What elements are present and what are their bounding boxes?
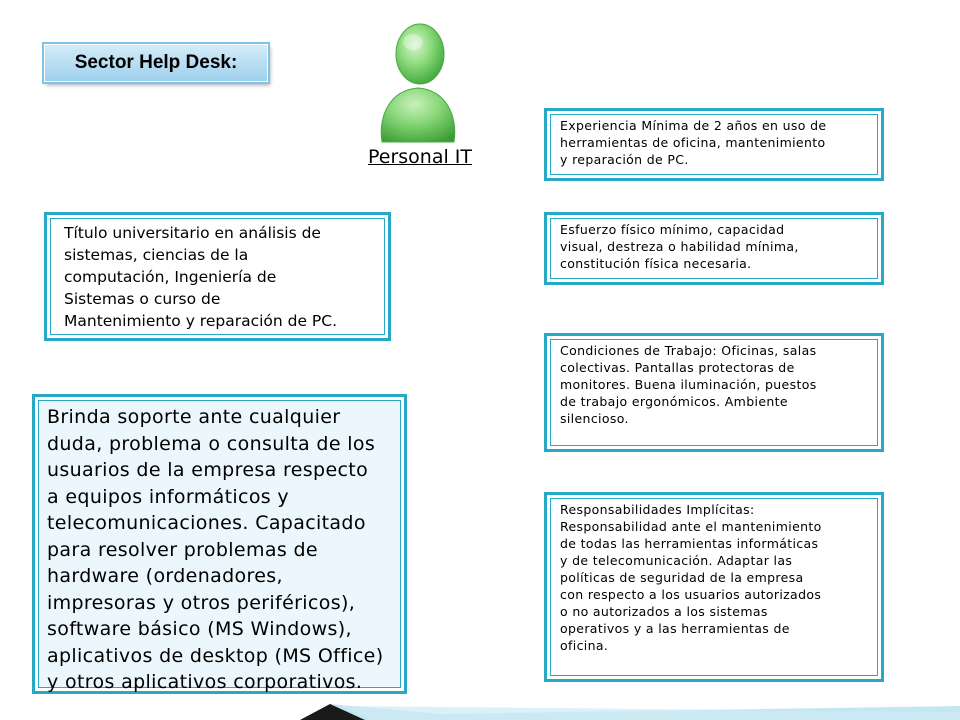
responsibilities-box: [544, 492, 884, 682]
physical-effort-box: [544, 212, 884, 285]
responsibilities-text: Responsabilidades Implícitas: Responsabilidad ante el mantenimiento de todas las herramientas informáticas y de telecomunicación. Adaptar las políticas de seguridad de la empresa con respecto a los usuarios autorizados o no autorizados a los sistemas operativos y a las herramientas de oficina.: [560, 502, 822, 653]
education-requirements-text: Título universitario en análisis de sistemas, ciencias de la computación, Ingeniería de Sistemas o curso de Mantenimiento y reparación de PC.: [64, 224, 338, 330]
experience-box: [544, 108, 884, 181]
physical-effort-text: Esfuerzo físico mínimo, capacidad visual, destreza o habilidad mínima, constitución física necesaria.: [560, 222, 799, 271]
working-conditions-text: Condiciones de Trabajo: Oficinas, salas colectivas. Pantallas protectoras de monitores. Buena iluminación, puestos de trabajo ergonómicos. Ambiente silencioso.: [560, 343, 817, 426]
sector-label: Sector Help Desk:: [74, 52, 238, 73]
job-description-text: Brinda soporte ante cualquier duda, problema o consulta de los usuarios de la empresa respecto a equipos informáticos y telecomunicaciones. Capacitado para resolver problemas de hardware (ordenadores, impresoras y otros periféricos), software básico (MS Windows), aplicativos de desktop (MS Office) y otros aplicativos corporativos.: [47, 406, 384, 693]
user-silhouette-icon: [368, 18, 468, 154]
job-description-box: [32, 394, 407, 694]
education-requirements-box: [44, 212, 391, 341]
working-conditions-box: [544, 333, 884, 452]
sector-label-badge: [44, 44, 268, 82]
experience-text: Experiencia Mínima de 2 años en uso de herramientas de oficina, mantenimiento y reparación de PC.: [560, 118, 827, 167]
role-title: Personal IT: [367, 146, 473, 168]
